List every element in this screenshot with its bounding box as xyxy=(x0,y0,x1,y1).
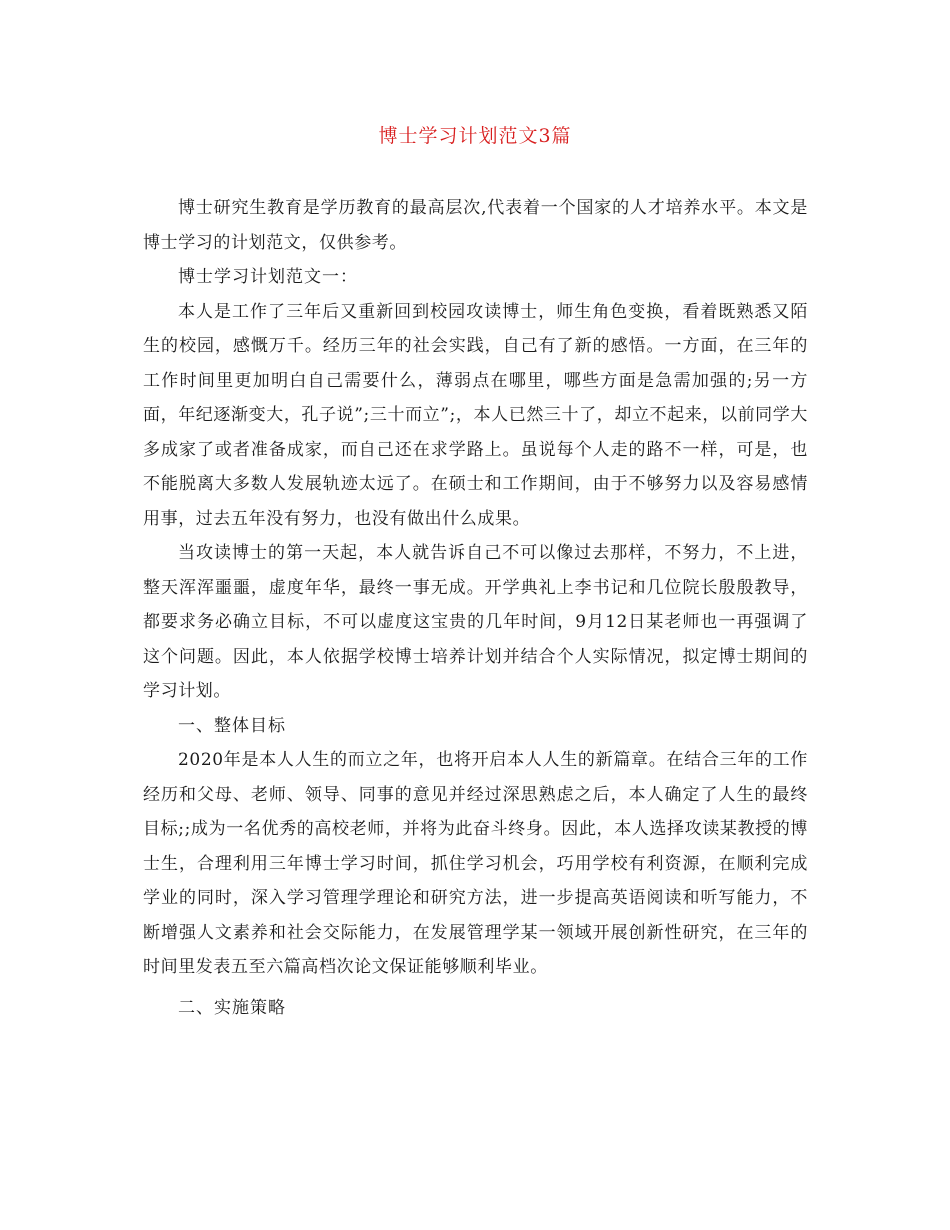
body-paragraph-resolution: 当攻读博士的第一天起，本人就告诉自己不可以像过去那样，不努力，不上进，整天浑浑噩噩，虚度年华，最终一事无成。开学典礼上李书记和几位院长殷殷教导，都要求务必确立目标，不可以虚度这宝贵的几年时间，9月12日某老师也一再强调了这个问题。因此，本人依据学校博士培养计划并结合个人实际情况，拟定博士期间的学习计划。 xyxy=(143,543,808,701)
intro-paragraph: 博士研究生教育是学历教育的最高层次,代表着一个国家的人才培养水平。本文是博士学习的计划范文，仅供参考。 xyxy=(143,198,808,253)
section-heading-sample-one: 博士学习计划范文一： xyxy=(178,267,358,287)
document-body xyxy=(143,191,808,1025)
section-heading-overall-goal: 一、整体目标 xyxy=(178,715,286,736)
document-title: 博士学习计划范文3篇 xyxy=(378,125,572,147)
body-paragraph-goal: 2020年是本人人生的而立之年，也将开启本人人生的新篇章。在结合三年的工作经历和父母、老师、领导、同事的意见并经过深思熟虑之后，本人确定了人生的最终目标;;成为一名优秀的高校老师，并将为此奋斗终身。因此，本人选择攻读某教授的博士生，合理利用三年博士学习时间，抓住学习机会，巧用学校有利资源，在顺利完成学业的同时，深入学习管理学理论和研究方法，进一步提高英语阅读和听写能力，不断增强人文素养和社会交际能力，在发展管理学某一领域开展创新性研究，在三年的时间里发表五至六篇高档次论文保证能够顺利毕业。 xyxy=(143,750,808,977)
body-paragraph-background: 本人是工作了三年后又重新回到校园攻读博士，师生角色变换，看着既熟悉又陌生的校园，感慨万千。经历三年的社会实践，自己有了新的感悟。一方面，在三年的工作时间里更加明白自己需要什么，薄弱点在哪里，哪些方面是急需加强的;另一方面，年纪逐渐变大，孔子说”;三十而立”;，本人已然三十了，却立不起来，以前同学大多成家了或者准备成家，而自己还在求学路上。虽说每个人走的路不一样，可是，也不能脱离大多数人发展轨迹太远了。在硕士和工作期间，由于不够努力以及容易感情用事，过去五年没有努力，也没有做出什么成果。 xyxy=(143,301,808,529)
section-heading-strategy: 二、实施策略 xyxy=(178,997,286,1018)
